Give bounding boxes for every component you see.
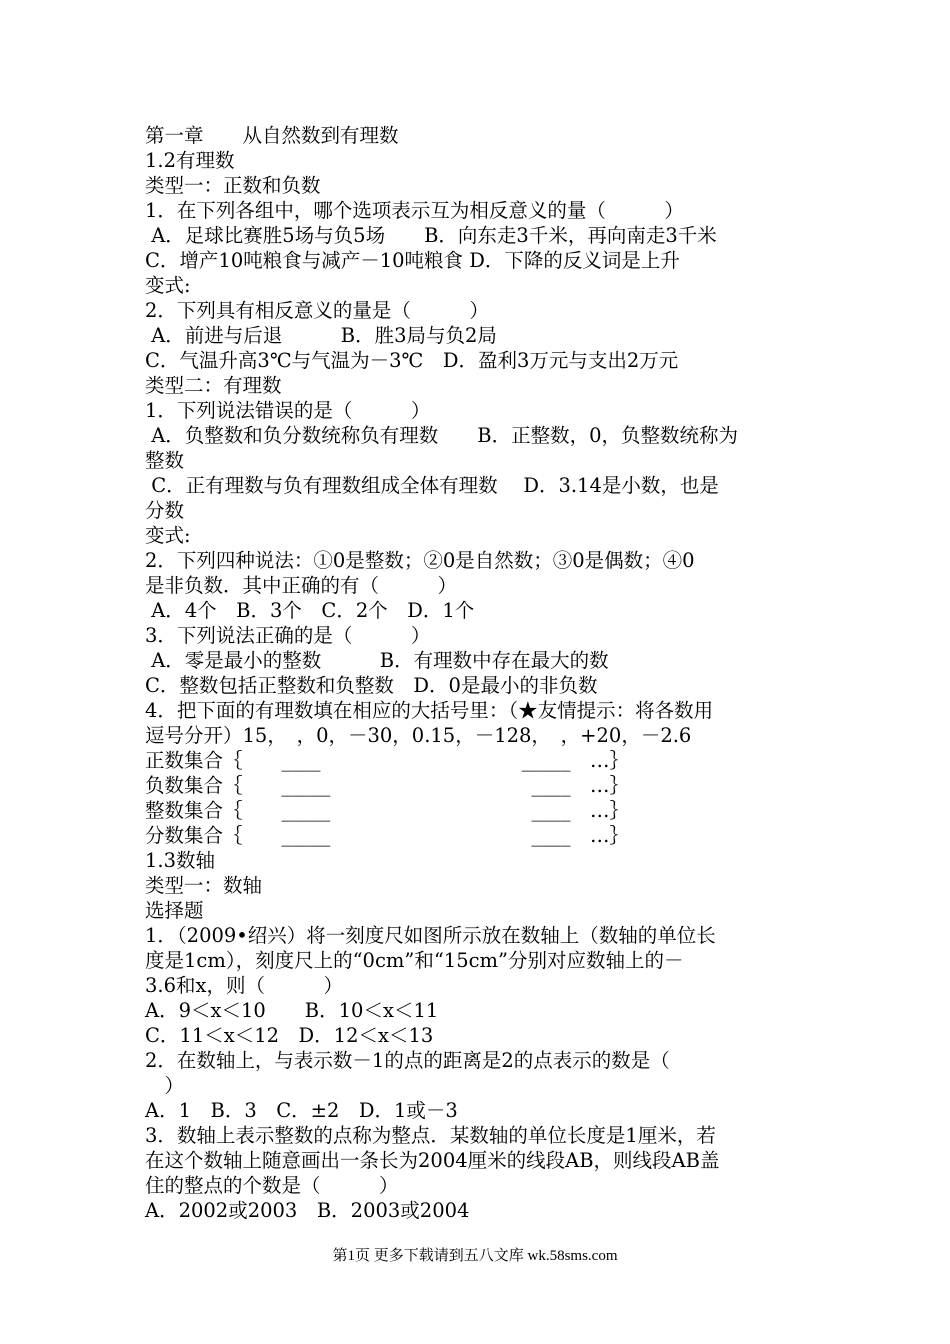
text-line: 是非负数．其中正确的有（ ） <box>145 574 458 597</box>
text-line: 度是1cm），刻度尺上的“0cm”和“15cm”分别对应数轴上的－ <box>145 949 684 972</box>
text-line: C．气温升高3℃与气温为－3℃ D．盈利3万元与支出2万元 <box>145 349 679 372</box>
text-line: 整数集合｛ _____ ____ …｝ <box>145 799 629 822</box>
page-footer: 第1页 更多下载请到五八文库 wk.58sms.com <box>332 1248 618 1264</box>
text-line: A．前进与后退 B．胜3局与负2局 <box>145 324 497 347</box>
text-line: 类型二：有理数 <box>145 374 282 397</box>
text-line: 分数 <box>145 499 185 522</box>
text-line: 变式: <box>145 524 191 547</box>
text-line: 在这个数轴上随意画出一条长为2004厘米的线段AB，则线段AB盖 <box>145 1149 720 1172</box>
text-line: 整数 <box>145 449 185 472</box>
text-line: 1.3数轴 <box>145 849 216 872</box>
text-line: A．1 B．3 C．±2 D．1或－3 <box>145 1099 458 1122</box>
text-line: ） <box>145 1074 185 1097</box>
text-line: 变式: <box>145 274 191 297</box>
text-line: C．正有理数与负有理数组成全体有理数 D．3.14是小数，也是 <box>145 474 719 497</box>
text-line: 2．下列四种说法：①0是整数；②0是自然数；③0是偶数；④0 <box>145 549 695 572</box>
text-line: A．9＜x＜10 B．10＜x＜11 <box>145 999 439 1022</box>
text-line: 1．在下列各组中，哪个选项表示互为相反意义的量（ ） <box>145 199 684 222</box>
text-line: 选择题 <box>145 899 204 922</box>
text-line: A．零是最小的整数 B．有理数中存在最大的数 <box>145 649 609 672</box>
text-line: 2．下列具有相反意义的量是（ ） <box>145 299 489 322</box>
text-line: 第一章 从自然数到有理数 <box>145 124 399 147</box>
text-line: A．足球比赛胜5场与负5场 B．向东走3千米，再向南走3千米 <box>145 224 717 247</box>
text-line: 1．（2009•绍兴）将一刻度尺如图所示放在数轴上（数轴的单位长 <box>145 924 716 947</box>
text-line: 3．数轴上表示整数的点称为整点．某数轴的单位长度是1厘米，若 <box>145 1124 716 1147</box>
text-line: 住的整点的个数是（ ） <box>145 1174 399 1197</box>
text-line: C．整数包括正整数和负整数 D．0是最小的非负数 <box>145 674 598 697</box>
text-line: C．11＜x＜12 D．12＜x＜13 <box>145 1024 434 1047</box>
text-line: A．4个 B．3个 C．2个 D．1个 <box>145 599 475 622</box>
text-line: 1．下列说法错误的是（ ） <box>145 399 431 422</box>
text-line: 2．在数轴上，与表示数－1的点的距离是2的点表示的数是（ <box>145 1049 670 1072</box>
text-line: 4．把下面的有理数填在相应的大括号里：（★友情提示：将各数用 <box>145 699 714 722</box>
text-line: 3.6和x，则（ ） <box>145 974 344 997</box>
text-line: 3．下列说法正确的是（ ） <box>145 624 431 647</box>
text-line: A．2002或2003 B．2003或2004 <box>145 1199 470 1222</box>
text-line: 逗号分开）15， ，0，－30，0.15，－128， ，+20，－2.6 <box>145 724 692 747</box>
text-line: 负数集合｛ _____ ____ …｝ <box>145 774 629 797</box>
text-line: 类型一：正数和负数 <box>145 174 321 197</box>
text-line: A．负整数和负分数统称负有理数 B．正整数，0，负整数统称为 <box>145 424 739 447</box>
text-line: C．增产10吨粮食与减产－10吨粮食 D．下降的反义词是上升 <box>145 249 680 272</box>
text-line: 分数集合｛ _____ ____ …｝ <box>145 824 629 847</box>
text-line: 1.2有理数 <box>145 149 235 172</box>
text-line: 类型一：数轴 <box>145 874 263 897</box>
text-line: 正数集合｛ ____ _____ …｝ <box>145 749 629 772</box>
document-body <box>145 123 810 1223</box>
